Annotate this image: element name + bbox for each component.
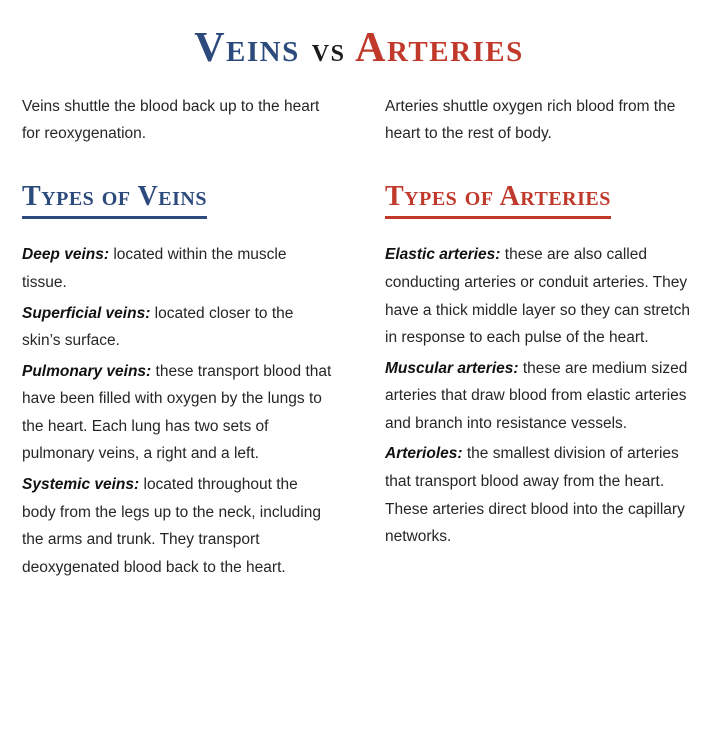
title-word-veins: Veins (194, 25, 300, 71)
entry-term: Elastic arteries: (385, 246, 501, 264)
list-item (385, 241, 696, 351)
entry-text: these are medium sized arteries that draw blood from elastic arteries and branch into resistance vessels. (385, 359, 688, 432)
veins-entry-list (22, 241, 333, 581)
columns-container (22, 94, 696, 584)
list-item (22, 471, 333, 581)
entry-text: these transport blood that have been filled with oxygen by the lungs to the heart. Each lung has two sets of pulmonary veins, a right and a left. (22, 362, 332, 463)
title-word-arteries: Arteries (355, 25, 524, 71)
entry-term: Systemic veins: (22, 476, 140, 494)
arteries-entry-list (385, 241, 696, 550)
page-title (22, 26, 696, 70)
list-item (22, 241, 333, 296)
entry-text: located throughout the body from the legs up to the neck, including the arms and trunk. They transport deoxygenated blood back to the heart. (22, 476, 321, 576)
entry-text: these are also called conducting arteries or conduit arteries. They have a thick middle layer so they can stretch in response to each pulse of the heart. (385, 246, 690, 347)
arteries-column (359, 94, 696, 584)
entry-text: the smallest division of arteries that transport blood away from the heart. These arteries direct blood into the capillary networks. (385, 445, 685, 546)
veins-intro-text: Veins shuttle the blood back up to the heart for reoxygenation. (22, 98, 320, 142)
entry-term: Pulmonary veins: (22, 362, 152, 380)
arteries-intro-text: Arteries shuttle oxygen rich blood from the heart to the rest of body. (385, 98, 676, 142)
entry-term: Deep veins: (22, 246, 110, 264)
entry-term: Arterioles: (385, 445, 463, 463)
list-item (385, 355, 696, 438)
arteries-heading-wrap (385, 147, 696, 219)
list-item (22, 358, 333, 468)
veins-column (22, 94, 359, 584)
infographic-page (0, 26, 718, 735)
entry-text: located within the muscle tissue. (22, 246, 287, 291)
list-item (22, 300, 333, 355)
veins-section-heading: Types of Veins (22, 181, 207, 219)
list-item (385, 440, 696, 550)
entry-term: Superficial veins: (22, 304, 151, 322)
entry-text: located closer to the skin’s surface. (22, 304, 294, 350)
entry-term: Muscular arteries: (385, 359, 519, 377)
veins-heading-wrap (22, 147, 333, 219)
arteries-section-heading: Types of Arteries (385, 181, 611, 219)
title-word-vs: vs (311, 32, 346, 69)
